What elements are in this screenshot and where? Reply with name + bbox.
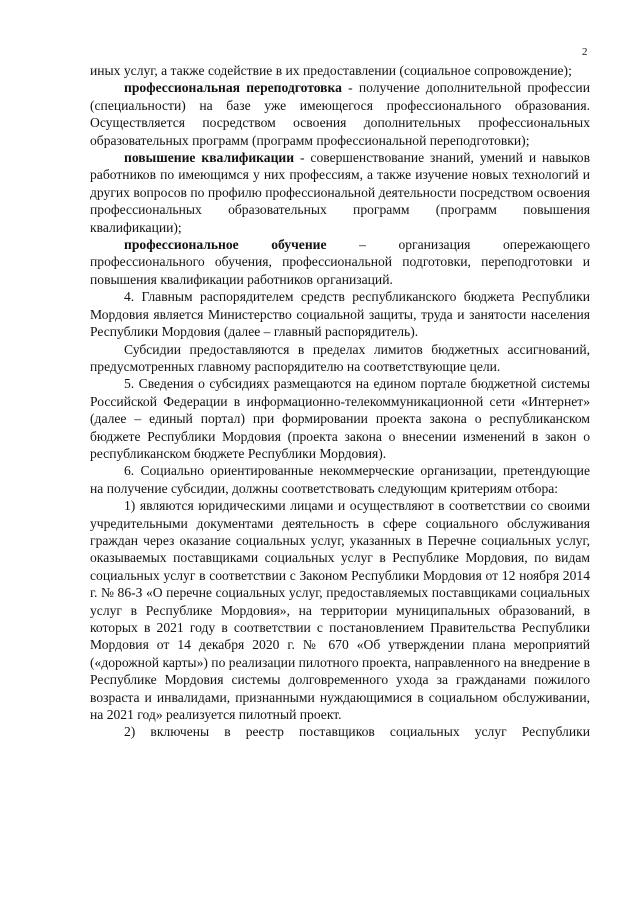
paragraph-clause-4: 4. Главным распорядителем средств республиканского бюджета Республики Мордовия является Министерство социальной защиты, труда и занятости населения Республики Мордовия (далее – главный распорядитель). xyxy=(90,289,590,340)
paragraph-clause-6: 6. Социально ориентированные некоммерческие организации, претендующие на получение субсидии, должны соответствовать следующим критериям отбора: xyxy=(90,463,590,496)
paragraph-subsidy-limits: Субсидии предоставляются в пределах лимитов бюджетных ассигнований, предусмотренных главному распорядителю на соответствующие цели. xyxy=(90,341,590,374)
term-vocational-training: профессиональное обучение xyxy=(124,237,327,253)
paragraph-criterion-1: 1) являются юридическими лицами и осуществляют в соответствии со своими учредительными документами деятельность в сфере социального обслуживания граждан через оказание социальных услуг, указанных в Перечне социальных услуг, оказываемых поставщиками социальных услуг в Республике Мордовия, по видам социальных услуг в соответствии с Законом Республики Мордовия от 12 ноября 2014 г. № 86-З «О перечне социальных услуг, предоставляемых поставщиками социальных услуг в Республике Мордовия», на территории муниципальных образований, в которых в 2021 году в соответствии с постановлением Правительства Республики Мордовия от 14 декабря 2020 г. № 670 «Об утверждении плана мероприятий («дорожной карты») по реализации пилотного проекта, направленного на внедрение в Республике Мордовия системы долговременного ухода за гражданами пожилого возраста и инвалидами, признанными нуждающимися в социальном обслуживании, на 2021 год» реализуется пилотный проект. xyxy=(90,498,590,723)
paragraph-qualification-upgrade-definition: повышение квалификации - совершенствование знаний, умений и навыков работников по имеющимся у них профессиям, а также изучение новых технологий и других вопросов по профилю профессиональной деятельности посредством освоения профессиональных образовательных программ (программ повышения квалификации); xyxy=(90,150,591,235)
paragraph-social-support-end: иных услуг, а также содействие в их предоставлении (социальное сопровождение); xyxy=(90,63,572,78)
term-qualification-upgrade: повышение квалификации xyxy=(124,150,295,166)
paragraph-criterion-2: 2) включены в реестр поставщиков социальных услуг Республики xyxy=(124,724,590,740)
document-body xyxy=(90,62,590,741)
term-retraining: профессиональная переподготовка xyxy=(124,80,342,96)
paragraph-clause-5: 5. Сведения о субсидиях размещаются на едином портале бюджетной системы Российской Федерации в информационно-телекоммуникационной сети «Интернет» (далее – единый портал) при формировании проекта закона о республиканском бюджете Республики Мордовия (проекта закона о внесении изменений в закон о республиканском бюджете Республики Мордовия). xyxy=(90,376,590,461)
paragraph-vocational-training-definition: профессиональное обучение – организация опережающего профессионального обучения, профессиональной подготовки, переподготовки и повышения квалификации работников организаций. xyxy=(90,237,590,287)
paragraph-retraining-definition: профессиональная переподготовка - получение дополнительной профессии (специальности) на базе уже имеющегося профессионального образования. Осуществляется посредством освоения дополнительных профессиональных образовательных программ (программ профессиональной переподготовки); xyxy=(90,80,590,148)
page-number: 2 xyxy=(582,46,588,58)
